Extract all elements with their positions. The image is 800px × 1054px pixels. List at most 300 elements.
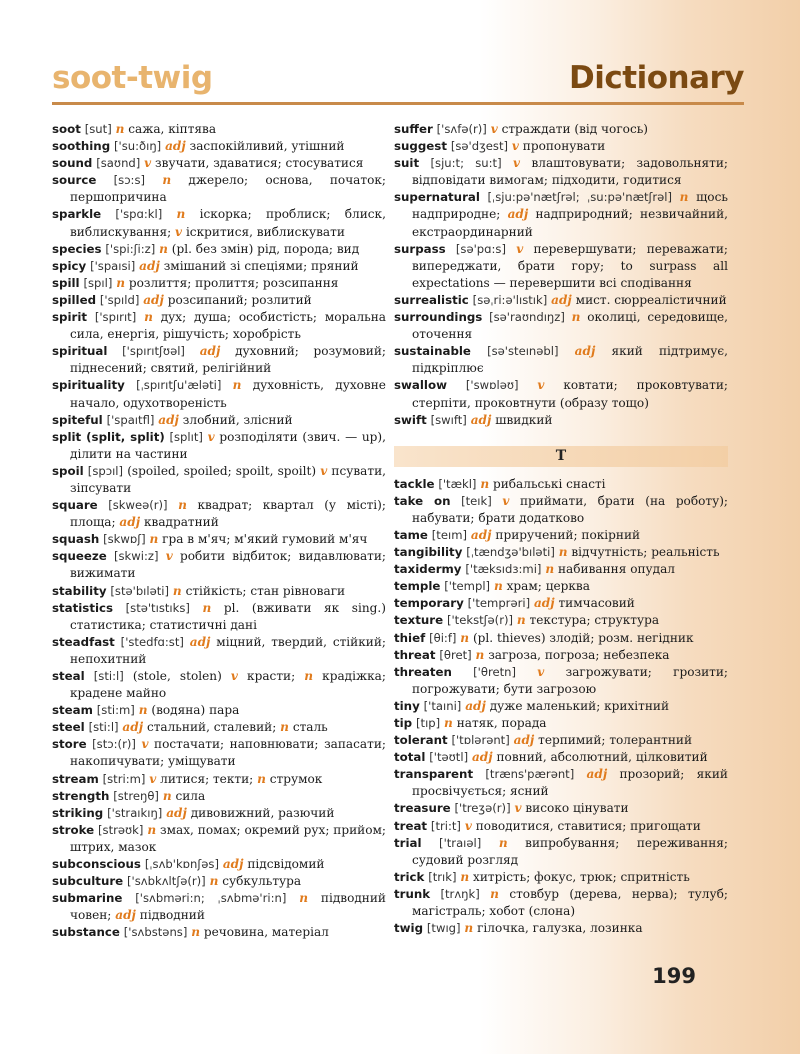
transcription: [stə'tıstıks] (125, 600, 190, 615)
part-of-speech: adj (465, 698, 486, 713)
definition: поводитися, ставитися; пригощати (475, 818, 701, 833)
headword: sustainable (394, 344, 471, 359)
part-of-speech: n (679, 190, 689, 205)
dictionary-entry (394, 732, 728, 749)
dictionary-entry (394, 412, 728, 429)
dictionary-entry (52, 275, 386, 292)
definition: квадрат; квартал (у місті); площа; (70, 498, 386, 530)
definition: струмок (269, 771, 323, 786)
transcription: [streŋθ] (113, 788, 159, 803)
headword: subconscious (52, 857, 141, 872)
dictionary-entry (394, 800, 728, 817)
part-of-speech: adj (166, 805, 187, 820)
part-of-speech: adj (470, 412, 492, 427)
transcription: ['spıld] (99, 292, 140, 307)
transcription: [sti:l] (88, 720, 119, 735)
dictionary-entry (394, 749, 728, 766)
headword: tangibility (394, 545, 463, 560)
transcription: [saʊnd] (96, 156, 141, 171)
transcription: [θi:f] (429, 630, 457, 645)
definition: гілочка, галузка, лозинка (477, 921, 643, 936)
definition: текстура; структура (529, 613, 660, 628)
definition: щось надприродне; (412, 190, 728, 222)
headword: steam (52, 703, 93, 718)
definition: (водяна) пара (151, 703, 240, 718)
transcription: ['swɒləʊ] (465, 378, 519, 393)
dictionary-entry (394, 377, 728, 411)
headword: thief (394, 630, 426, 645)
definition: красти; (247, 669, 296, 683)
definition: змах, помах; окремий рух; прийом; штрих, мазок (70, 822, 386, 854)
dictionary-entry (394, 561, 728, 578)
headword: surpass (394, 241, 446, 256)
headword: spirituality (52, 378, 125, 393)
headword: spoil (52, 463, 84, 478)
dictionary-entry (394, 647, 728, 664)
transcription: [sut] (84, 122, 112, 136)
definition: розлиття; пролиття; розсипання (128, 275, 339, 290)
transcription: [sti:m] (96, 703, 135, 718)
transcription: [skweə(r)] (108, 498, 168, 513)
part-of-speech: adj (158, 412, 179, 427)
dictionary-entry (394, 292, 728, 309)
part-of-speech: n (232, 378, 242, 393)
transcription: ['θretn] (473, 664, 517, 679)
part-of-speech: n (475, 647, 485, 662)
part-of-speech: v (502, 493, 510, 508)
definition: приймати, брати (на роботу); набувати; брати додатково (412, 493, 728, 525)
transcription: [ˌsju:pə'nætʃrəl; ˌsu:pə'nætʃrəl] (487, 190, 673, 205)
definition: мист. сюрреалістичний (575, 292, 727, 307)
transcription: [skwi:z] (113, 549, 159, 564)
transcription: [sə'steınəbl] (487, 344, 559, 359)
definition: прозорий; який просвічується; ясний (412, 767, 728, 799)
dictionary-entry (394, 818, 728, 835)
dictionary-entry (52, 719, 386, 736)
transcription: ['su:ðıŋ] (114, 139, 162, 154)
headword: soot (52, 122, 81, 136)
headword: swallow (394, 378, 447, 393)
transcription: [sə'dʒest] (450, 139, 509, 154)
definition: (pl. thieves) злодій; розм. негідник (472, 630, 694, 645)
headword: striking (52, 805, 104, 820)
dictionary-entry (394, 241, 728, 292)
headword: square (52, 498, 98, 513)
dictionary-entry (52, 634, 386, 668)
definition: крадіжка; крадене майно (70, 669, 386, 701)
definition: підсвідомий (247, 857, 325, 872)
part-of-speech: v (141, 737, 149, 752)
transcription: [tıp] (416, 716, 441, 730)
dictionary-entry (52, 241, 386, 258)
transcription: ['taıni] (423, 698, 462, 713)
headword: temporary (394, 596, 464, 611)
transcription: [stə'bıləti] (110, 583, 170, 598)
part-of-speech: v (149, 771, 157, 786)
dictionary-entry (52, 343, 386, 377)
part-of-speech: v (207, 429, 215, 444)
headword: surroundings (394, 310, 483, 325)
part-of-speech: v (464, 818, 472, 833)
part-of-speech: v (230, 669, 238, 683)
definition: хитрість; фокус, трюк; спритність (473, 869, 690, 884)
transcription: [spɔıl] (87, 463, 124, 478)
left-column (52, 121, 386, 942)
part-of-speech: n (176, 207, 186, 222)
dictionary-entry (394, 189, 728, 240)
headword: spill (52, 275, 80, 290)
part-of-speech: adj (119, 515, 141, 530)
dictionary-entry (394, 544, 728, 561)
dictionary-entry (394, 715, 728, 732)
definition: терпимий; толерантний (538, 733, 693, 748)
headword: tackle (394, 476, 435, 491)
part-of-speech: n (191, 925, 201, 940)
dictionary-entry (52, 412, 386, 429)
definition: тимчасовий (558, 596, 635, 611)
definition: псувати, зіпсувати (70, 463, 386, 495)
transcription: ['tæksıdɜ:mi] (465, 562, 542, 577)
header-rule (52, 102, 744, 105)
definition: постачати; наповнювати; запасати; накопичувати; уміщувати (70, 737, 386, 769)
part-of-speech: adj (574, 344, 596, 359)
dictionary-entry (394, 835, 728, 869)
transcription: ['sʌbstəns] (123, 925, 188, 940)
definition: загроза, погроза; небезпека (488, 647, 670, 662)
part-of-speech: adj (139, 258, 160, 273)
s-entries (394, 121, 728, 429)
transcription: ['təʊtl] (429, 750, 469, 765)
transcription: [trık] (428, 869, 457, 884)
transcription: [tri:t] (430, 818, 461, 833)
transcription: ['spaıtfl] (106, 412, 155, 427)
definition: pl. (вживати як sing.) статистика; статистичні дані (70, 600, 386, 632)
dictionary-entry (52, 309, 386, 343)
headword: substance (52, 925, 120, 940)
headword: tip (394, 716, 413, 730)
part-of-speech: n (516, 613, 526, 628)
dictionary-entry (394, 630, 728, 647)
definition: надприродний; незвичайний, екстраординарний (412, 207, 728, 239)
part-of-speech: adj (551, 292, 572, 307)
definition: околиці, середовище, оточення (412, 310, 728, 342)
dictionary-entry (52, 138, 386, 155)
headword: texture (394, 613, 444, 628)
definition: влаштовувати; задовольняти; відповідати вимогам; підходити, годитися (412, 156, 728, 188)
definition: субкультура (222, 874, 302, 889)
part-of-speech: n (490, 886, 499, 901)
dictionary-entry (394, 138, 728, 155)
definition: рибальські снасті (492, 476, 606, 491)
transcription: [sə'raʊndıŋz] (489, 310, 565, 325)
dictionary-entry (52, 702, 386, 719)
part-of-speech: v (175, 224, 183, 239)
part-of-speech: n (280, 720, 289, 735)
part-of-speech: adj (143, 292, 164, 307)
transcription: [trʌŋk] (440, 886, 480, 901)
transcription: [stri:m] (102, 771, 146, 786)
definition: дуже маленький; крихітний (489, 698, 670, 713)
part-of-speech: v (144, 156, 152, 171)
transcription: [swıft] (430, 412, 467, 427)
dictionary-entry (394, 527, 728, 544)
dictionary-entry (394, 766, 728, 800)
dictionary-entry (52, 890, 386, 924)
part-of-speech: n (464, 921, 474, 936)
transcription: ['sʌbməri:n; ˌsʌbmə'ri:n] (135, 891, 287, 906)
dictionary-entry (52, 258, 386, 275)
transcription: ['tækl] (438, 476, 477, 491)
dictionary-entry (52, 531, 386, 548)
headword: spicy (52, 258, 87, 273)
definition: робити відбиток; видавлювати; вижимати (70, 549, 386, 581)
definition: іскритися, виблискувати (185, 224, 345, 239)
dictionary-entry (52, 155, 386, 172)
part-of-speech: adj (507, 207, 529, 222)
part-of-speech: v (165, 549, 173, 564)
dictionary-entry (52, 600, 386, 634)
definition: перевершувати; переважати; випереджати, брати гору; to surpass all expectations — перевершити всі сподівання (412, 241, 728, 290)
headword: swift (394, 412, 427, 427)
transcription: ['sʌbkʌltʃə(r)] (127, 874, 206, 889)
part-of-speech: n (147, 822, 157, 837)
part-of-speech: n (257, 771, 266, 786)
headword: suffer (394, 122, 433, 136)
dictionary-entry (52, 377, 386, 411)
definition: змішаний зі спеціями; пряний (163, 258, 359, 273)
definition: дух; душа; особистість; моральна сила, енергія, рішучість; хоробрість (70, 310, 386, 342)
headword: steadfast (52, 634, 115, 649)
dictionary-entry (52, 805, 386, 822)
headword: store (52, 737, 87, 752)
definition: духовність, духовне начало, одухотвореність (70, 378, 386, 410)
definition: швидкий (495, 412, 553, 427)
part-of-speech: v (537, 378, 545, 393)
transcription: [sti:l] (93, 669, 124, 683)
dictionary-entry (52, 736, 386, 770)
definition: духовний; розумовий; піднесений; святий, релігійний (70, 344, 386, 376)
dictionary-entry (394, 493, 728, 527)
transcription: ['traıəl] (439, 835, 482, 850)
headword: spiritual (52, 344, 108, 359)
transcription: [splıt] (169, 429, 203, 444)
definition: натяк, порада (456, 716, 547, 730)
dictionary-entry (394, 343, 728, 377)
headword: treasure (394, 801, 451, 816)
part-of-speech: adj (189, 634, 211, 649)
headword: spiteful (52, 412, 103, 427)
headword: total (394, 750, 426, 765)
definition: іскорка; проблиск; блиск, виблискування; (70, 207, 386, 239)
definition: злобний, злісний (182, 412, 293, 427)
transcription: [strəʊk] (98, 822, 144, 837)
part-of-speech: n (162, 173, 172, 188)
part-of-speech: adj (470, 527, 492, 542)
transcription: [spıl] (83, 275, 113, 290)
definition: пропонувати (522, 139, 606, 154)
part-of-speech: adj (115, 908, 136, 923)
part-of-speech: v (537, 664, 545, 679)
definition: високо цінувати (525, 801, 629, 816)
transcription: [træns'pærənt] (485, 767, 575, 782)
part-of-speech: adj (533, 596, 555, 611)
part-of-speech: v (513, 156, 521, 171)
part-of-speech: n (299, 891, 309, 906)
dictionary-entry (394, 121, 728, 138)
headword: temple (394, 579, 441, 594)
dictionary-entry (52, 771, 386, 788)
headword: treat (394, 818, 428, 833)
definition: стовбур (дерева, нерва); тулуб; магістраль; хобот (слона) (412, 886, 728, 919)
dictionary-entry (52, 924, 386, 941)
headword: stability (52, 583, 107, 598)
headword: steel (52, 720, 85, 735)
headword: trick (394, 869, 425, 884)
dictionary-entry (52, 548, 386, 582)
transcription: ['spırıt] (94, 310, 137, 325)
definition: сталь (292, 720, 328, 735)
headword: suggest (394, 139, 447, 154)
headword: surrealistic (394, 292, 469, 307)
definition: храм; церква (506, 579, 590, 594)
headword: take on (394, 493, 451, 508)
headword: split (split, split) (52, 429, 165, 444)
header-range: soot-twig (52, 60, 213, 96)
part-of-speech: n (172, 583, 182, 598)
part-of-speech: n (209, 874, 219, 889)
dictionary-entry (52, 873, 386, 890)
headword: species (52, 241, 102, 256)
definition: ковтати; проковтувати; стерпіти, проковтнути (образу тощо) (412, 378, 728, 410)
part-of-speech: v (320, 463, 328, 478)
definition: (spoiled, spoiled; spoilt, spoilt) (127, 463, 317, 478)
transcription: [səˌri:ə'lıstık] (472, 292, 548, 307)
definition: джерело; основа, початок; першопричина (70, 173, 386, 205)
headword: strength (52, 788, 110, 803)
t-entries (394, 476, 728, 938)
transcription: ['sʌfə(r)] (436, 122, 487, 136)
headword: sparkle (52, 207, 102, 222)
dictionary-entry (52, 497, 386, 531)
part-of-speech: n (545, 562, 555, 577)
dictionary-entry (52, 292, 386, 309)
headword: statistics (52, 600, 114, 615)
part-of-speech: n (138, 703, 148, 718)
transcription: [sju:t; su:t] (430, 156, 502, 171)
definition: литися; текти; (160, 771, 254, 786)
dictionary-entry (52, 172, 386, 206)
part-of-speech: v (490, 122, 498, 136)
part-of-speech: n (304, 669, 314, 683)
headword: tiny (394, 698, 420, 713)
definition: (stole, stolen) (132, 669, 222, 683)
part-of-speech: adj (586, 767, 608, 782)
definition: підводний човен; (70, 891, 386, 923)
transcription: ['straıkıŋ] (107, 805, 163, 820)
headword: stream (52, 771, 99, 786)
part-of-speech: n (202, 600, 212, 615)
part-of-speech: n (460, 630, 470, 645)
transcription: [twıg] (426, 921, 461, 936)
definition: дивовижний, разючий (190, 805, 335, 820)
headword: threaten (394, 664, 452, 679)
definition: речовина, матеріал (203, 925, 329, 940)
definition: повний, абсолютний, цілковитий (496, 750, 708, 765)
dictionary-entry (394, 920, 728, 937)
headword: supernatural (394, 190, 480, 205)
definition: гра в м'яч; м'який гумовий м'яч (162, 532, 368, 547)
headword: submarine (52, 891, 123, 906)
dictionary-entry (52, 121, 386, 138)
transcription: [teım] (431, 527, 468, 542)
part-of-speech: adj (122, 720, 144, 735)
transcription: [sɔ:s] (113, 173, 146, 188)
transcription: [ˌsʌb'kɒnʃəs] (144, 857, 219, 872)
page-number: 199 (652, 964, 696, 988)
dictionary-entry (52, 856, 386, 873)
definition: відчутність; реальність (571, 545, 720, 560)
definition: міцний, твердий, стійкий; непохитний (70, 634, 386, 666)
definition: розподіляти (звич. — up), ділити на частини (70, 429, 386, 461)
dictionary-entry (394, 869, 728, 886)
part-of-speech: n (178, 498, 187, 513)
part-of-speech: adj (222, 857, 244, 872)
section-letter-band: T (394, 446, 728, 467)
dictionary-entry (52, 429, 386, 463)
transcription: ['spaısi] (90, 258, 136, 273)
dictionary-entry (394, 595, 728, 612)
definition: випробування; переживання; судовий розгляд (412, 835, 728, 867)
part-of-speech: v (514, 801, 522, 816)
part-of-speech: n (460, 869, 470, 884)
headword: twig (394, 921, 424, 936)
definition: стальний, сталевий; (146, 720, 277, 735)
dictionary-entry (394, 476, 728, 493)
dictionary-entry (394, 155, 728, 189)
definition: сила (175, 788, 206, 803)
dictionary-entry (394, 698, 728, 715)
headword: stroke (52, 822, 95, 837)
headword: trial (394, 835, 422, 850)
part-of-speech: v (516, 241, 524, 256)
headword: spilled (52, 292, 97, 307)
headword: suit (394, 156, 420, 171)
part-of-speech: n (115, 122, 125, 136)
transcription: ['treʒə(r)] (454, 801, 511, 816)
dictionary-entry (52, 206, 386, 240)
headword: taxidermy (394, 562, 462, 577)
headword: steal (52, 669, 85, 683)
definition: загрожувати; грозити; погрожувати; бути загрозою (412, 664, 728, 696)
headword: transparent (394, 767, 474, 782)
transcription: [ˌtændʒə'bıləti] (466, 545, 555, 560)
part-of-speech: n (159, 241, 168, 256)
transcription: ['temprəri] (467, 596, 531, 611)
headword: threat (394, 647, 436, 662)
dictionary-entry (394, 886, 728, 920)
part-of-speech: n (149, 532, 159, 547)
transcription: [sə'pɑ:s] (455, 241, 506, 256)
definition: квадратний (143, 515, 219, 530)
part-of-speech: adj (199, 344, 221, 359)
transcription: [θret] (439, 647, 472, 662)
definition: набивання опудал (557, 562, 675, 577)
headword: tame (394, 527, 428, 542)
part-of-speech: n (558, 545, 568, 560)
headword: sound (52, 156, 93, 171)
dictionary-entry (52, 583, 386, 600)
part-of-speech: n (162, 788, 172, 803)
